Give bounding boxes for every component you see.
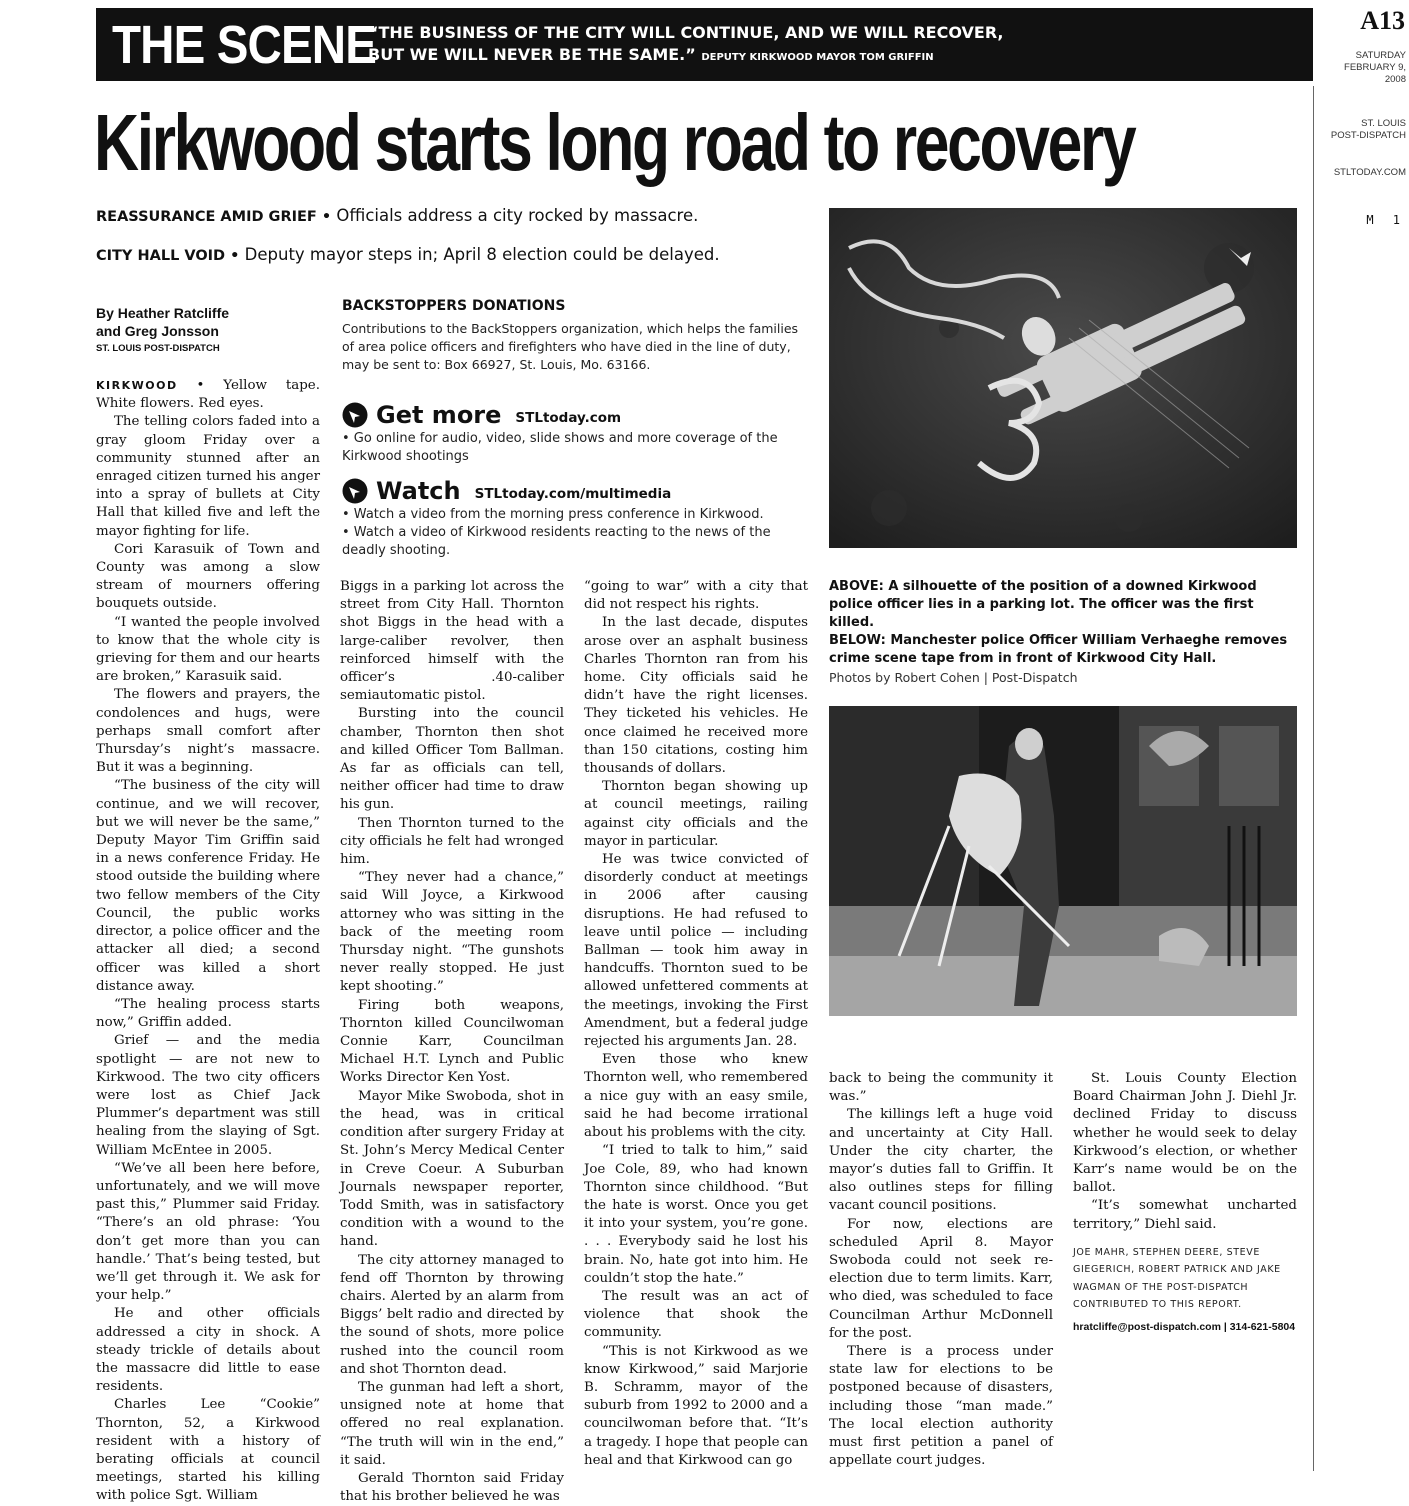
story-column-3 bbox=[584, 578, 808, 1470]
story-paragraph: Then Thornton turned to the city officials he felt had wronged him. bbox=[340, 815, 564, 868]
byline-org: ST. LOUIS POST-DISPATCH bbox=[96, 343, 220, 354]
promo-watch-line: • Watch a video of Kirkwood residents reacting to the news of the deadly shooting. bbox=[342, 525, 771, 558]
reporter-contact[interactable]: hratcliffe@post-dispatch.com | 314-621-5804 bbox=[1073, 1320, 1296, 1333]
story-paragraph: The gunman had left a short, unsigned note at home that offered no real explanation. “The truth will win in the end,” it said. bbox=[340, 1379, 564, 1468]
paper-name-line1: ST. LOUIS bbox=[1361, 118, 1406, 129]
story-paragraph: “It’s somewhat uncharted territory,” Diehl said. bbox=[1073, 1198, 1297, 1232]
story-paragraph: For now, elections are scheduled April 8. Mayor Swoboda could not seek re-election due to term limits. Karr, who died, was scheduled to face Councilman Arthur McDonnell for the post. bbox=[829, 1216, 1053, 1341]
story-paragraph: St. Louis County Election Board Chairman John J. Diehl Jr. declined Friday to discuss whether he would seek to delay Kirkwood’s election, or whether Karr’s name would be on the ballot. bbox=[1073, 1071, 1297, 1196]
banner-quote bbox=[368, 22, 1004, 69]
deck-reassurance-text: Officials address a city rocked by massacre. bbox=[331, 206, 699, 225]
story-paragraph: Gerald Thornton said Friday that his brother believed he was bbox=[340, 1470, 564, 1505]
chalk-silhouette-image bbox=[829, 208, 1297, 548]
story-paragraph: KIRKWOOD • Yellow tape. White flowers. Red eyes. bbox=[96, 378, 320, 412]
arrow-circle-icon bbox=[342, 402, 368, 428]
story-paragraph: Firing both weapons, Thornton killed Councilwoman Connie Karr, Councilman Michael H.T. Lynch and Public Works Director Ken Yost. bbox=[340, 997, 564, 1086]
story-column-5 bbox=[1073, 1070, 1297, 1336]
story-paragraph: The flowers and prayers, the condolences and hugs, were perhaps small comfort after Thursday’s night’s massacre. But it was a beginning. bbox=[96, 687, 320, 776]
photo-caption bbox=[829, 578, 1299, 687]
story-paragraph: “The business of the city will continue, and we will recover, but we will never be the same,” Deputy Mayor Tim Griffin said in a news conference Friday. He stood outside the building where two fellow members of the City Council, the public works director, a police officer and the attacker all died; a second officer was killed a short distance away. bbox=[96, 778, 320, 994]
story-paragraph: Thornton began showing up at council meetings, railing against city officials and the mayor in particular. bbox=[584, 779, 808, 849]
date-year: 2008 bbox=[1384, 74, 1406, 85]
publication-date bbox=[1320, 50, 1406, 86]
date-month-day: FEBRUARY 9, bbox=[1344, 62, 1406, 73]
caption-above-label: ABOVE: bbox=[829, 579, 884, 594]
donations-box bbox=[342, 298, 810, 374]
promo-get-more-title: Get more bbox=[376, 401, 502, 429]
donations-heading: BACKSTOPPERS DONATIONS bbox=[342, 298, 566, 314]
caption-above-text: A silhouette of the position of a downed Kirkwood police officer lies in a parking lot. The officer was the first killed. bbox=[829, 579, 1257, 630]
story-paragraph: Charles Lee “Cookie” Thornton, 52, a Kirkwood resident with a history of berating officials at council meetings, started his killing with police Sgt. William bbox=[96, 1397, 320, 1504]
story-paragraph: back to being the community it was.” bbox=[829, 1071, 1053, 1105]
headline: Kirkwood starts long road to recovery bbox=[94, 98, 1135, 187]
website-label: STLTODAY.COM bbox=[1333, 167, 1406, 178]
story-paragraph: “They never had a chance,” said Will Joyce, a Kirkwood attorney who was sitting in the back of the meeting room Thursday night. “The gunshots never really stopped. He just kept shooting.” bbox=[340, 870, 564, 995]
story-paragraph: The killings left a huge void and uncertainty at City Hall. Under the city charter, the mayor’s duties fall to Griffin. It also outlines steps for filling vacant council positions. bbox=[829, 1107, 1053, 1214]
story-paragraph: In the last decade, disputes arose over an asphalt business Charles Thornton ran from his home. City officials said he didn’t have the right licenses. They ticketed his vehicles. He once claimed he received more than 150 citations, costing him thousands of dollars. bbox=[584, 615, 808, 777]
story-paragraph: “going to war” with a city that did not respect his rights. bbox=[584, 579, 808, 613]
deck-city-hall bbox=[96, 244, 720, 267]
promo-watch-title: Watch bbox=[376, 477, 461, 505]
promo-get-more-link[interactable]: STLtoday.com bbox=[515, 410, 622, 426]
byline-line2: and Greg Jonsson bbox=[96, 323, 219, 339]
promo-get-more bbox=[342, 400, 812, 466]
deck-reassurance-label: REASSURANCE AMID GRIEF • bbox=[96, 209, 332, 225]
deck-city-hall-text: Deputy mayor steps in; April 8 election could be delayed. bbox=[239, 245, 720, 264]
promo-watch-link[interactable]: STLtoday.com/multimedia bbox=[474, 486, 672, 502]
caption-below-text: Manchester police Officer William Verhaeghe removes crime scene tape from in front of Kirkwood City Hall. bbox=[829, 633, 1288, 666]
arrow-circle-icon bbox=[342, 478, 368, 504]
caption-above bbox=[829, 578, 1299, 632]
story-paragraph: There is a process under state law for elections to be postponed because of disasters, including those “man made.” The local election authority must first petition a panel of appellate court judges. bbox=[829, 1344, 1053, 1469]
story-paragraph: Cori Karasuik of Town and County was among a slow stream of mourners offering bouquets outside. bbox=[96, 541, 320, 612]
story-paragraph: “We’ve all been here before, unfortunately, and we will move past this,” Plummer said Friday. “There’s an old phrase: ‘You don’t get more than you can handle.’ That’s being tested, but we’ll get through it. We ask for your help.” bbox=[96, 1160, 320, 1304]
caption-below-label: BELOW: bbox=[829, 633, 886, 648]
byline-line1: By Heather Ratcliffe bbox=[96, 305, 230, 321]
story-column-1 bbox=[96, 377, 320, 1506]
contributors-note: JOE MAHR, STEPHEN DEERE, STEVE GIEGERICH, ROBERT PATRICK AND JAKE WAGMAN OF THE POST-DISPATCH CONTRIBUTED TO THIS REPORT. bbox=[1073, 1246, 1281, 1311]
story-column-2 bbox=[340, 578, 564, 1506]
column-rule bbox=[1313, 86, 1314, 1471]
story-paragraph: Grief — and the media spotlight — are not new to Kirkwood. The two city officers were lost as Chief Jack Plummer’s department was still healing from the slaying of Sgt. William McEntee in 2005. bbox=[96, 1033, 320, 1158]
byline bbox=[96, 304, 326, 354]
edition-label: M 1 bbox=[1366, 213, 1406, 227]
story-paragraph: The telling colors faded into a gray gloom Friday over a community stunned after an enraged citizen turned his anger into a spray of bullets at City Hall that killed five and left the mayor fighting for life. bbox=[96, 414, 320, 539]
story-paragraph: The result was an act of violence that shook the community. bbox=[584, 1288, 808, 1341]
donations-body: Contributions to the BackStoppers organization, which helps the families of area police officers and firefighters who have died in the line of duty, may be sent to: Box 66927, St. Louis, Mo. 63166. bbox=[342, 321, 799, 372]
banner-quote-line1: “THE BUSINESS OF THE CITY WILL CONTINUE, AND WE WILL RECOVER, bbox=[368, 23, 1004, 42]
photo-credit: Photos by Robert Cohen | Post-Dispatch bbox=[829, 670, 1078, 685]
story-column-4 bbox=[829, 1070, 1053, 1470]
photo-officer-tape bbox=[829, 706, 1297, 1016]
story-paragraph: “I wanted the people involved to know that the whole city is grieving for them and our hearts are broken,” Karasuik said. bbox=[96, 614, 320, 685]
story-paragraph: The city attorney managed to fend off Thornton by throwing chairs. Alerted by an alarm from Biggs’ belt radio and directed by the sound of shots, more police rushed into the council room and shot Thornton dead. bbox=[340, 1252, 564, 1377]
story-paragraph: He was twice convicted of disorderly conduct at meetings in 2006 after causing disruptions. He had refused to leave until police — including Ballman — took him away in handcuffs. Thornton sued to be allowed unfettered comments at the meetings, invoking the First Amendment, but a federal judge rejected his arguments Jan. 28. bbox=[584, 852, 808, 1050]
paper-name bbox=[1320, 118, 1406, 142]
story-paragraph: “This is not Kirkwood as we know Kirkwood,” said Marjorie B. Schramm, mayor of the suburb from 1992 to 2000 and a councilwoman before that. “It’s a tragedy. I hope that people can heal and that Kirkwood can go bbox=[584, 1343, 808, 1468]
officer-tape-image bbox=[829, 706, 1297, 1016]
page-number: A13 bbox=[1360, 6, 1405, 35]
story-paragraph: Biggs in a parking lot across the street from City Hall. Thornton shot Biggs in the head with a large-caliber revolver, then reinforced himself with the officer’s .40-caliber semiautomatic pistol. bbox=[340, 579, 564, 704]
section-banner bbox=[96, 8, 1313, 81]
banner-quote-line2-wrap bbox=[368, 44, 1004, 69]
story-paragraph: Bursting into the council chamber, Thornton then shot and killed Officer Tom Ballman. As far as officials can tell, neither officer had time to draw his gun. bbox=[340, 706, 564, 813]
story-paragraph: Mayor Mike Swoboda, shot in the head, was in critical condition after surgery Friday at St. John’s Mercy Medical Center in Creve Coeur. A Suburban Journals newspaper reporter, Todd Smith, was in satisfactory condition with a wound to the hand. bbox=[340, 1088, 564, 1250]
dateline: KIRKWOOD bbox=[96, 379, 178, 392]
caption-below bbox=[829, 632, 1299, 668]
banner-attribution: DEPUTY KIRKWOOD MAYOR TOM GRIFFIN bbox=[701, 52, 934, 63]
story-paragraph: “The healing process starts now,” Griffin added. bbox=[96, 996, 320, 1031]
banner-quote-line2: BUT WE WILL NEVER BE THE SAME.” bbox=[368, 45, 696, 64]
story-paragraph: Even those who knew Thornton well, who remembered a nice guy with an easy smile, said he had become irrational about his problems with the city. bbox=[584, 1052, 808, 1141]
promo-get-more-line: • Go online for audio, video, slide shows and more coverage of the Kirkwood shootings bbox=[342, 431, 778, 464]
promo-watch bbox=[342, 476, 812, 560]
story-paragraph: He and other officials addressed a city in shock. A steady trickle of details about the massacre did little to ease residents. bbox=[96, 1306, 320, 1395]
date-day: SATURDAY bbox=[1355, 50, 1406, 61]
paper-name-line2: POST-DISPATCH bbox=[1330, 130, 1406, 141]
promo-watch-line: • Watch a video from the morning press conference in Kirkwood. bbox=[342, 507, 764, 522]
photo-chalk-silhouette bbox=[829, 208, 1297, 548]
story-paragraph: “I tried to talk to him,” said Joe Cole, 89, who had known Thornton since childhood. “But the hate is worst. Once you get it into your system, you’re gone. . . . Everybody said he lost his brain. No, hate got into him. He couldn’t stop the hate.” bbox=[584, 1143, 808, 1286]
deck-city-hall-label: CITY HALL VOID • bbox=[96, 248, 240, 264]
deck-reassurance bbox=[96, 205, 698, 228]
section-name: THE SCENE bbox=[112, 15, 377, 75]
